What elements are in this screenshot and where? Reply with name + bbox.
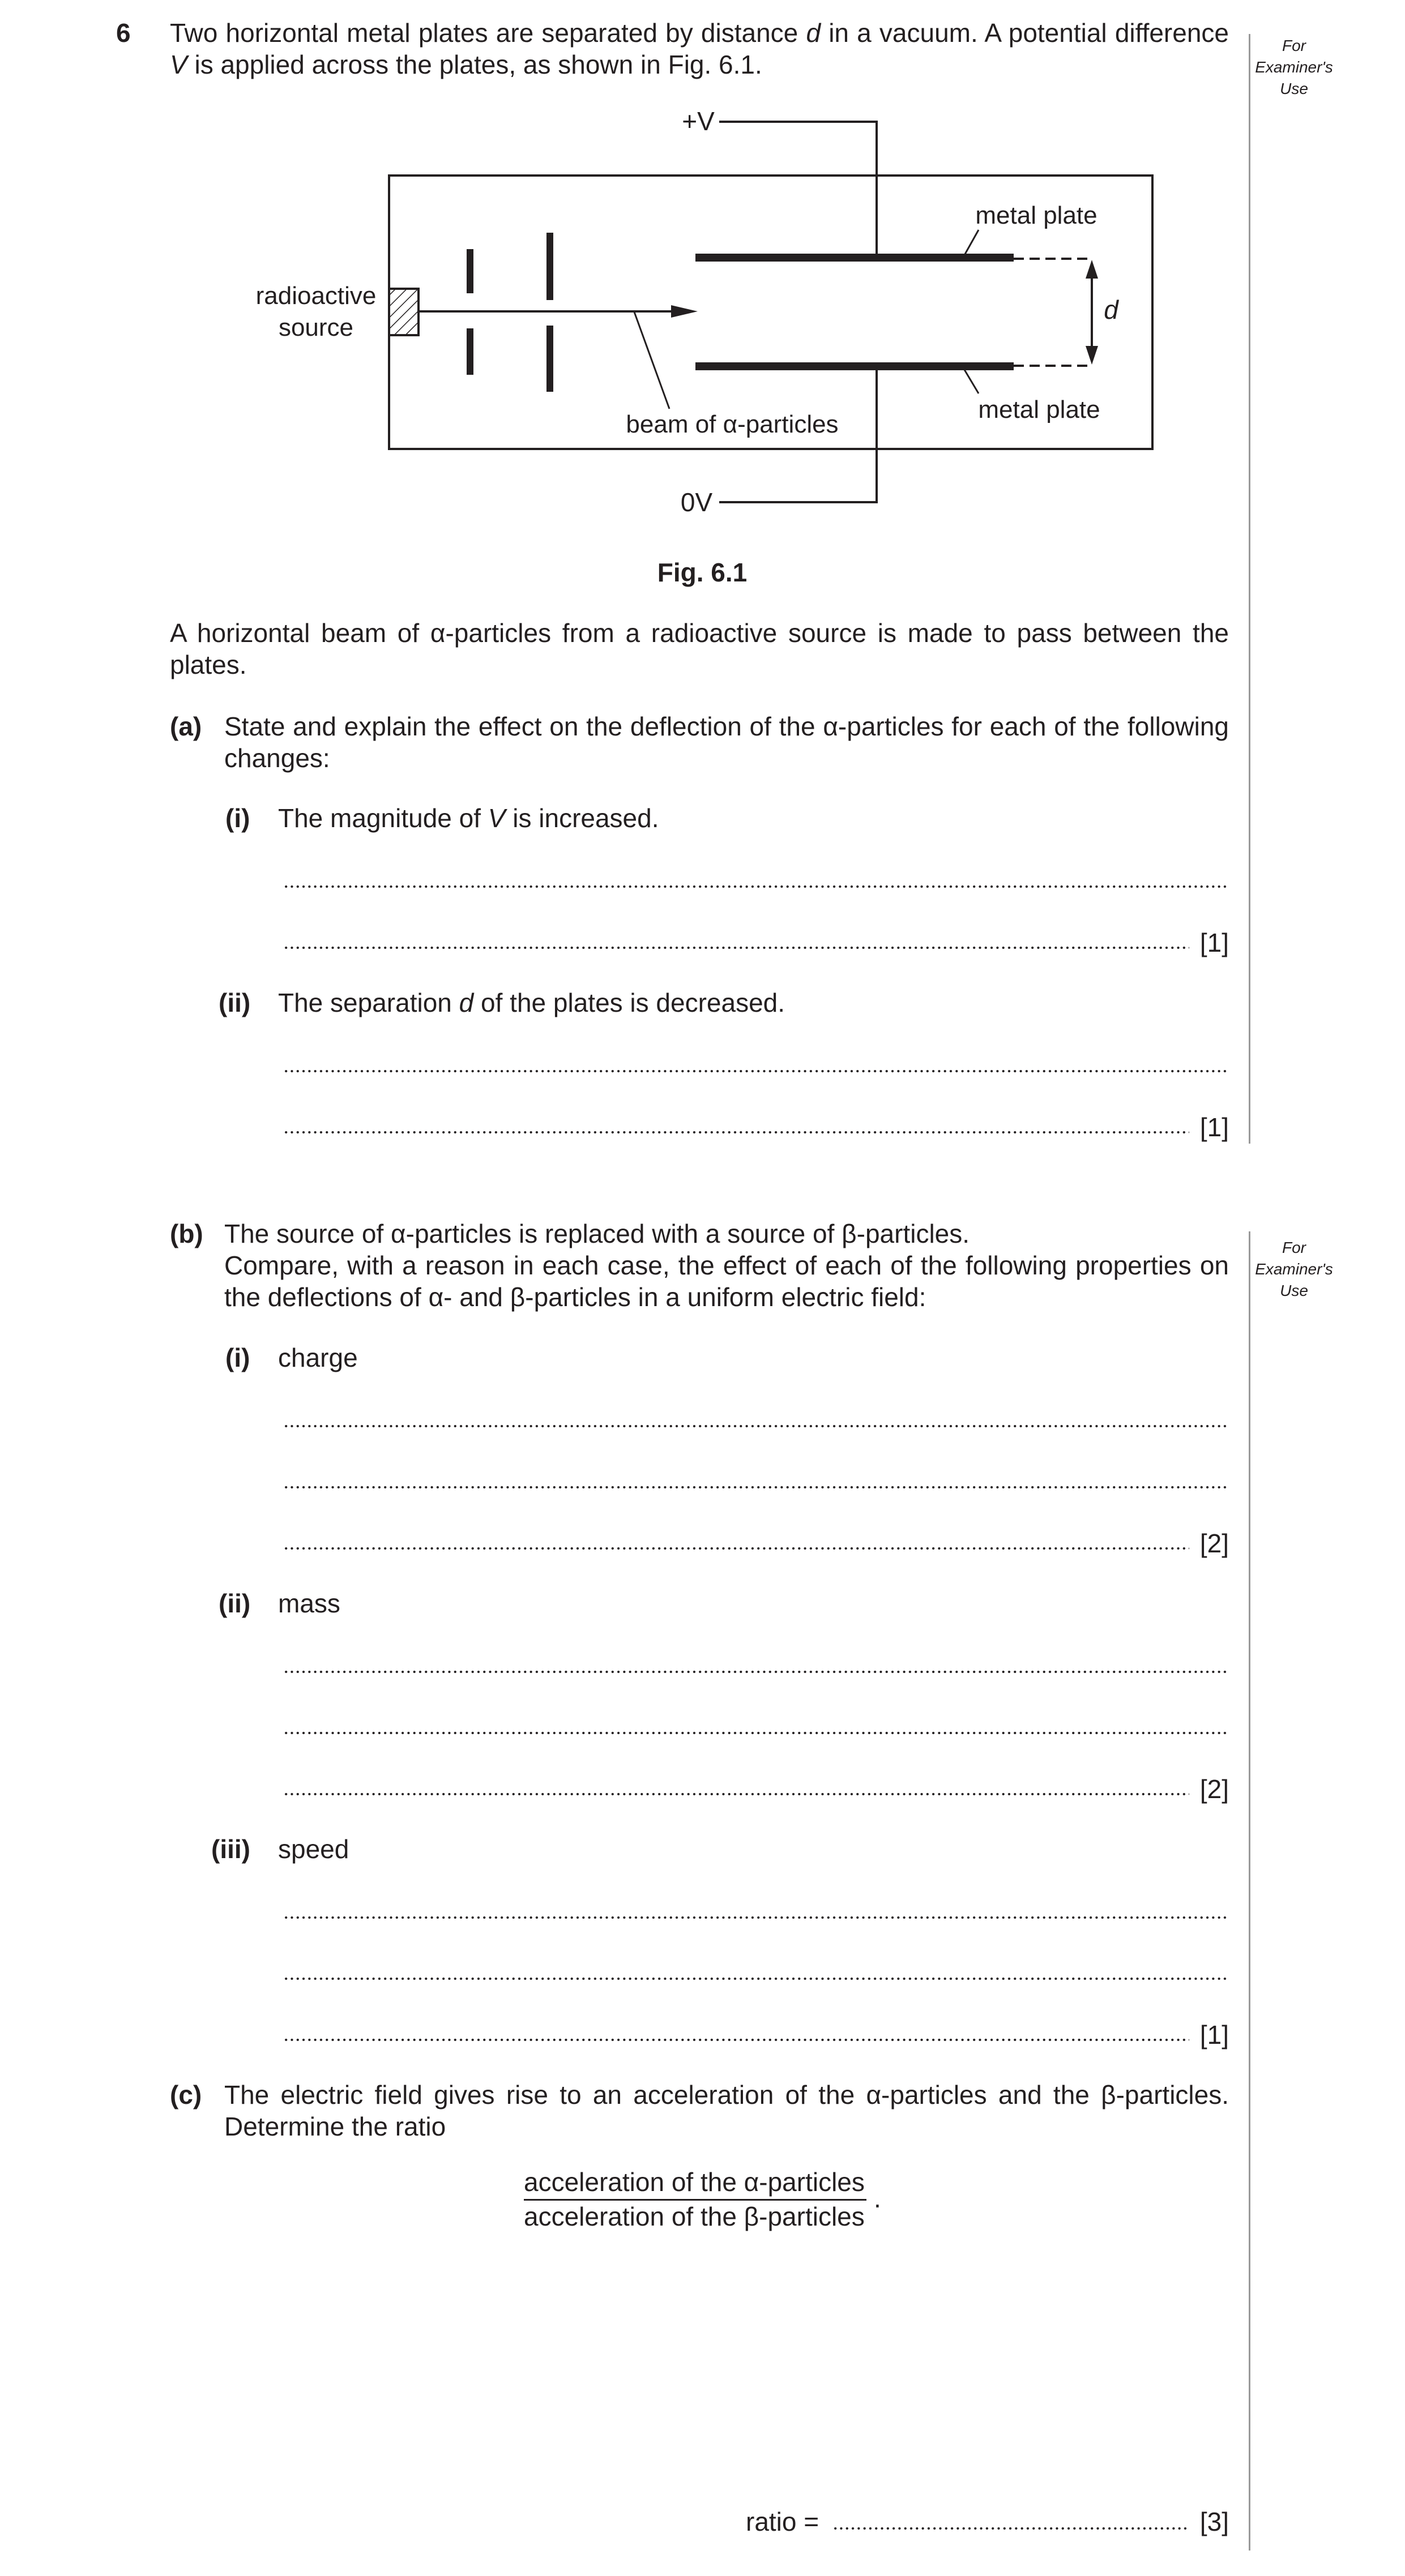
part-a-ii-text-1: The separation (278, 988, 459, 1017)
answer-line-b-iii-3[interactable] (283, 2038, 1189, 2042)
bottom-metal-plate-label: metal plate (978, 396, 1100, 423)
part-c-label: (c) (170, 2080, 202, 2109)
mark-a-i: [1] (1199, 928, 1229, 957)
answer-line-b-ii-3[interactable] (283, 1792, 1189, 1796)
part-b-iii-text: speed (278, 1834, 349, 1864)
question-number: 6 (116, 18, 131, 48)
separation-arrowhead-up (1086, 260, 1098, 279)
ratio-answer-label: ratio = (746, 2507, 819, 2536)
source-label-line2: source (278, 314, 354, 341)
examiner-use-label-bottom: For Examiner's Use (1255, 1239, 1333, 1299)
answer-line-b-ii-2[interactable] (283, 1731, 1229, 1735)
separation-arrowhead-down (1086, 346, 1098, 365)
radioactive-source-block (389, 289, 418, 335)
mark-b-ii: [2] (1199, 1774, 1229, 1804)
part-a-ii-d-symbol: d (459, 988, 474, 1017)
examiner-margin-line-bottom (1249, 1231, 1250, 2551)
part-a-ii-text-2: of the plates is decreased. (473, 988, 785, 1017)
part-b-ii-text: mass (278, 1589, 340, 1618)
part-c-text: The electric field gives rise to an acceleration of the α-particles and the β-particles. Determine the ratio (224, 2080, 1229, 2141)
answer-line-a-ii-2[interactable] (283, 1130, 1189, 1135)
question-stem: A horizontal beam of α-particles from a radioactive source is made to pass between the plates. (170, 618, 1229, 679)
source-label-line1: radioactive (255, 282, 377, 310)
part-a-ii-text (278, 987, 785, 1019)
intro-text-2: in a vacuum. A potential difference (821, 18, 1229, 48)
answer-line-b-i-1[interactable] (283, 1424, 1229, 1428)
alpha-beam-arrowhead (671, 305, 698, 318)
figure-caption: Fig. 6.1 (657, 558, 748, 587)
separation-d-label: d (1104, 295, 1118, 324)
intro-d-symbol: d (806, 18, 821, 48)
part-b-line2: Compare, with a reason in each case, the effect of each of the following properties on the deflections of α- and β-particles in a uniform electric field: (224, 1251, 1229, 1312)
part-b-ii-label: (ii) (219, 1589, 251, 1618)
answer-line-b-ii-1[interactable] (283, 1670, 1229, 1674)
part-a-i-text-1: The magnitude of (278, 803, 488, 833)
examiner-use-label-top: For Examiner's Use (1255, 37, 1333, 97)
part-a-ii-label: (ii) (219, 988, 251, 1017)
part-a-i-label: (i) (225, 803, 250, 833)
mark-b-iii: [1] (1199, 2020, 1229, 2049)
fig-6-1-diagram (0, 0, 1405, 566)
mark-b-i: [2] (1199, 1529, 1229, 1558)
part-b-i-label: (i) (225, 1343, 250, 1372)
part-a-text: State and explain the effect on the deflection of the α-particles for each of the following changes: (224, 712, 1229, 773)
answer-line-b-i-3[interactable] (283, 1546, 1189, 1551)
mark-a-ii: [1] (1199, 1112, 1229, 1142)
ratio-numerator: acceleration of the α-particles (524, 2167, 865, 2197)
plus-v-label: +V (682, 106, 715, 136)
beam-label: beam of α-particles (626, 410, 839, 438)
intro-text-3: is applied across the plates, as shown in Fig. 6.1. (187, 50, 762, 79)
part-b-iii-label: (iii) (211, 1834, 250, 1864)
ratio-answer-line[interactable] (832, 2526, 1189, 2531)
part-a-i-v-symbol: V (488, 803, 506, 833)
part-b-line1: The source of α-particles is replaced with a source of β-particles. (224, 1219, 970, 1248)
intro-text-1: Two horizontal metal plates are separated by distance (170, 18, 806, 48)
answer-line-a-i-1[interactable] (283, 884, 1229, 889)
beam-label-leader (634, 312, 669, 409)
intro-v-symbol: V (170, 50, 187, 79)
part-a-label: (a) (170, 712, 202, 741)
answer-line-b-iii-1[interactable] (283, 1915, 1229, 1920)
positive-terminal-wire (719, 122, 877, 256)
answer-line-a-i-2[interactable] (283, 945, 1189, 950)
mark-c: [3] (1199, 2507, 1229, 2536)
ratio-denominator: acceleration of the β-particles (524, 2202, 865, 2231)
part-a-i-text-2: is increased. (505, 803, 659, 833)
part-b-label: (b) (170, 1219, 203, 1248)
answer-line-b-i-2[interactable] (283, 1485, 1229, 1490)
zero-v-label: 0V (680, 487, 713, 517)
answer-line-b-iii-2[interactable] (283, 1976, 1229, 1981)
part-b-i-text: charge (278, 1343, 358, 1372)
part-a-i-text (278, 802, 659, 834)
top-metal-plate-label: metal plate (975, 202, 1097, 229)
bottom-plate-leader (963, 367, 979, 393)
ratio-period: . (874, 2184, 881, 2213)
answer-line-a-ii-1[interactable] (283, 1069, 1229, 1073)
